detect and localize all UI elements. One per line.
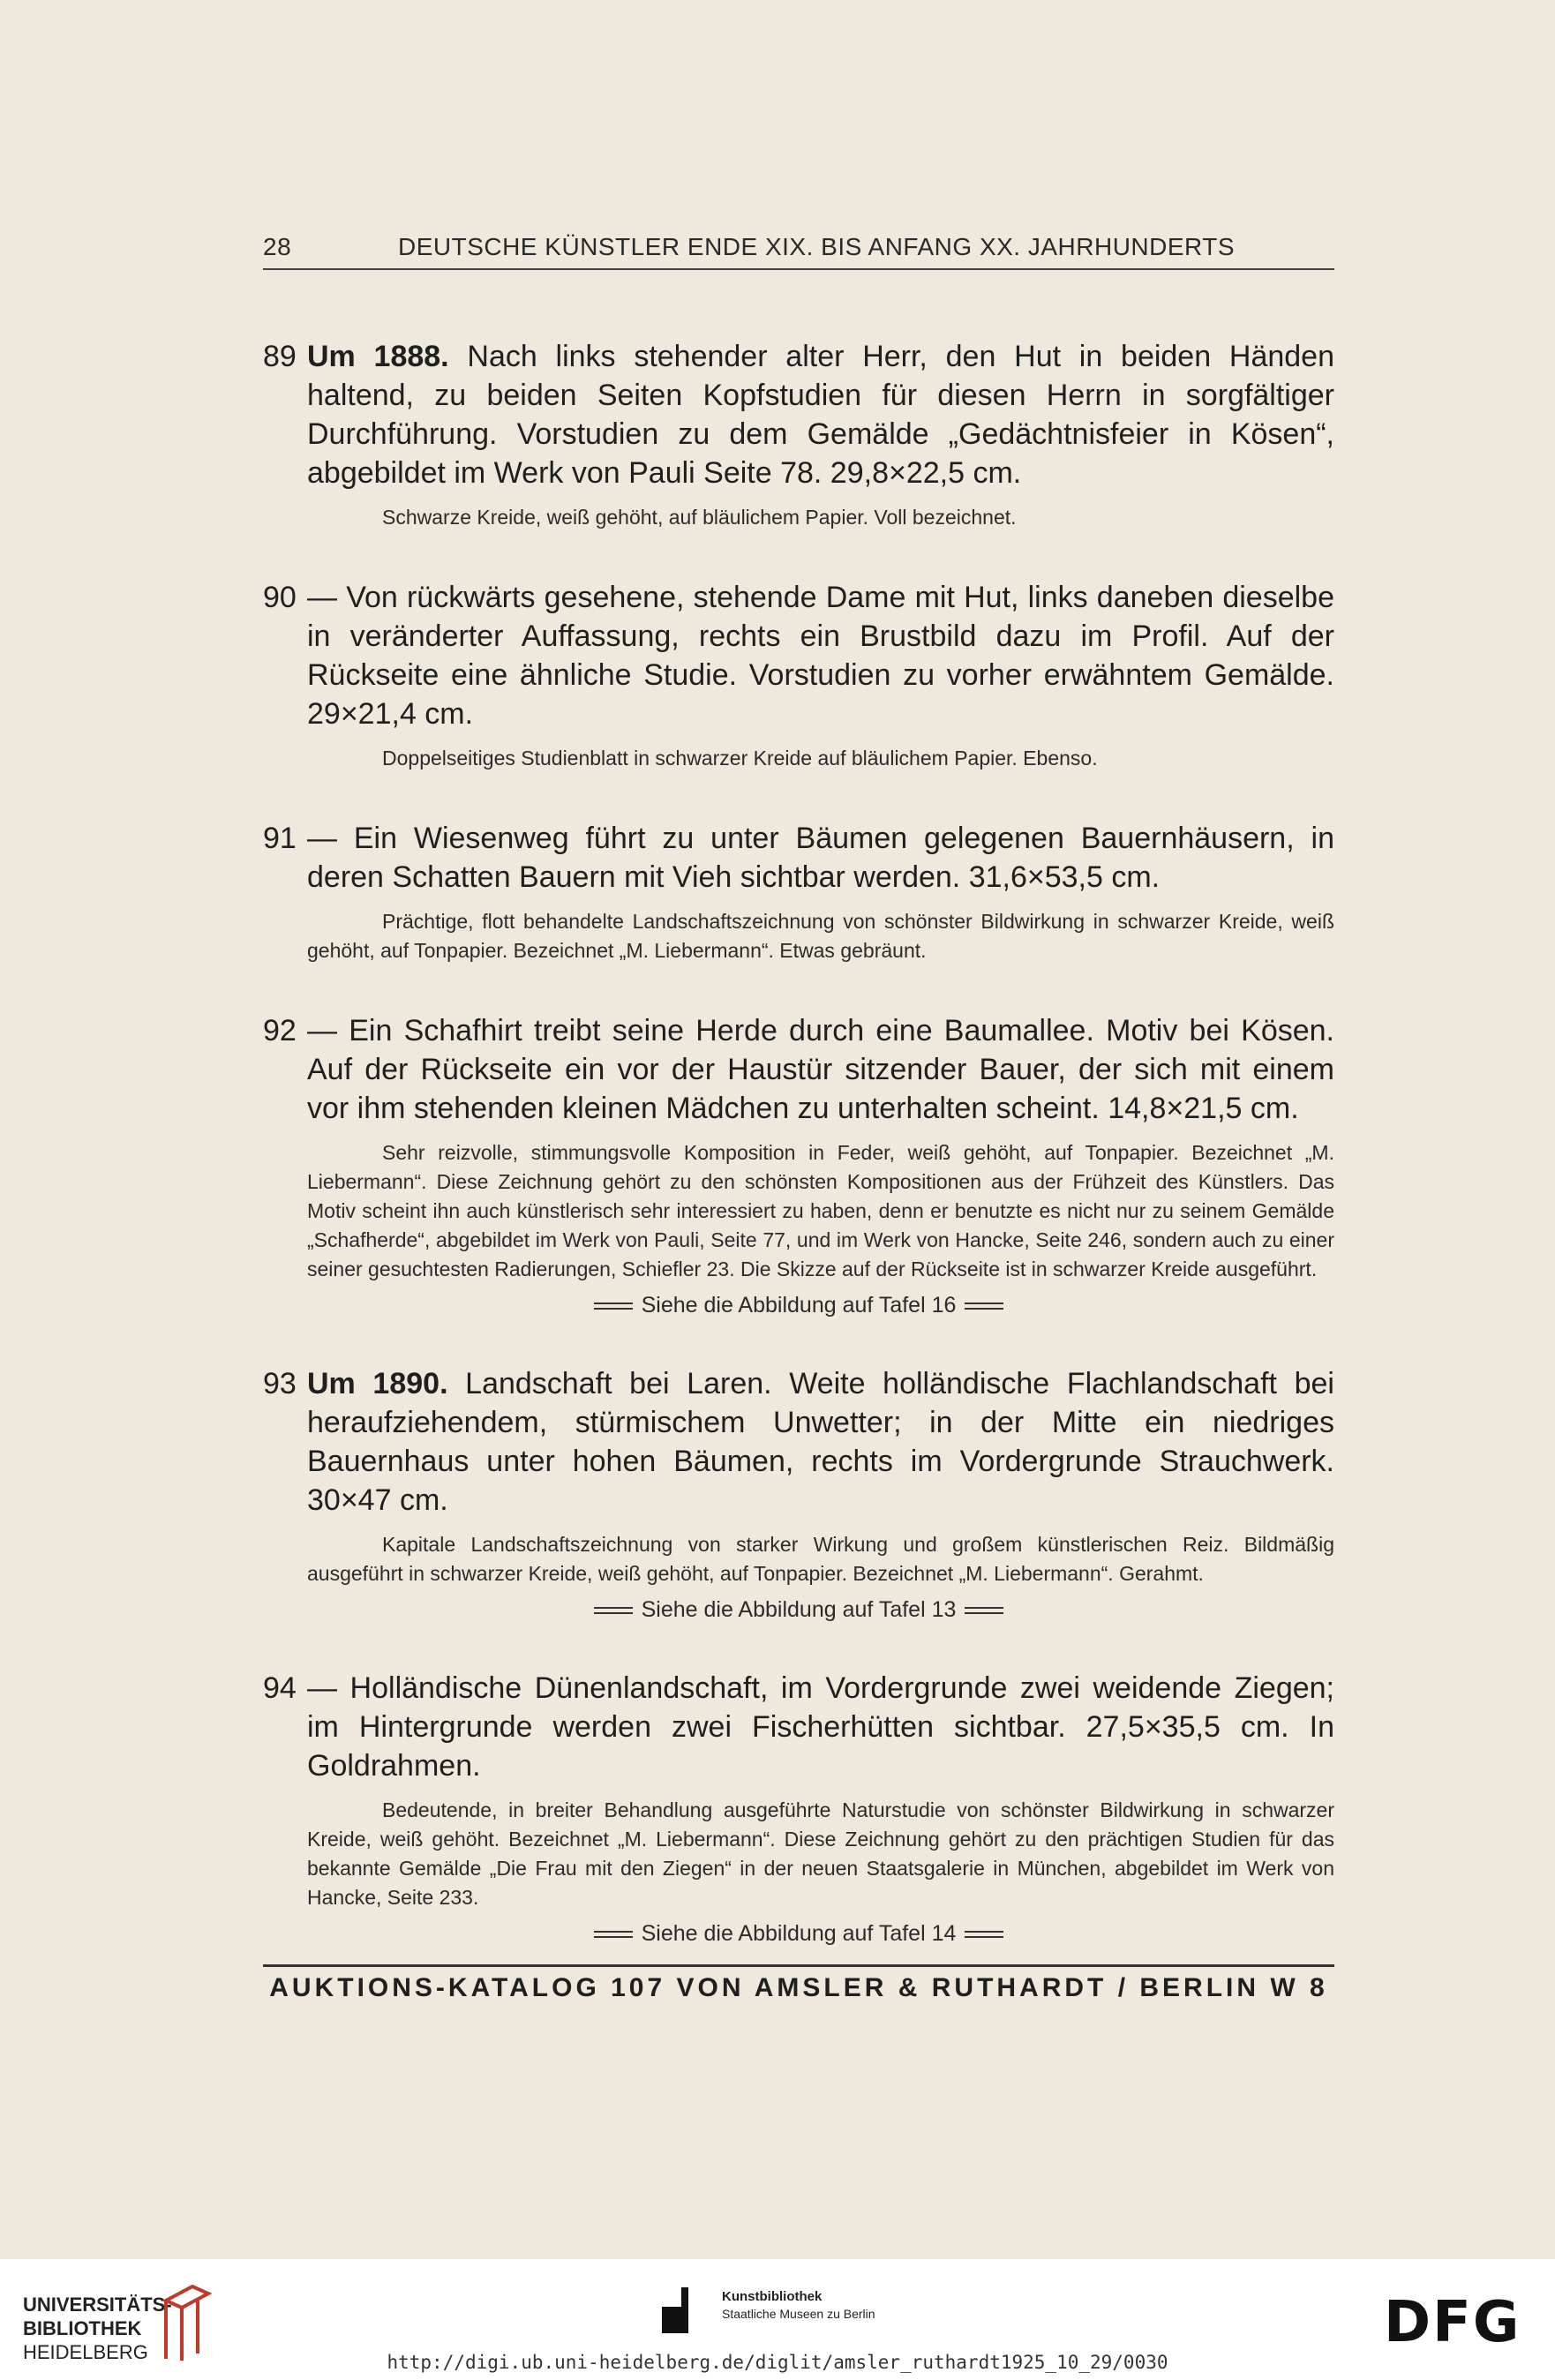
entry-text: Ein Wiesenweg führt zu unter Bäumen gelegenen Bauernhäusern, in deren Schatten Bauern mit Vieh sichtbar werden. 31,6×53,5 cm. <box>307 822 1334 894</box>
ref-rule-left <box>594 1607 633 1614</box>
entries-list <box>263 337 1334 1993</box>
ref-rule-right <box>965 1931 1003 1938</box>
ref-text: Siehe die Abbildung auf Tafel 14 <box>641 1921 957 1946</box>
entry-text: Ein Schafhirt treibt seine Herde durch eine Baumallee. Motiv bei Kösen. Auf der Rückseite ein vor der Haustür sitzender Bauer, der sich mit einem vor ihm stehenden kleinen Mädchen zu unterhalten scheint. 14,8×21,5 cm. <box>307 1014 1334 1125</box>
kb-sub: Staatliche Museen zu Berlin <box>722 2307 875 2321</box>
entry-main <box>263 819 1334 897</box>
plate-reference <box>263 1597 1334 1623</box>
dfg-logo[interactable]: DFG <box>1384 2290 1521 2355</box>
catalog-entry-90 <box>263 578 1334 773</box>
ub-line-3: HEIDELBERG <box>23 2341 148 2363</box>
entry-number: 90 <box>263 581 297 614</box>
running-head <box>263 233 1334 270</box>
entry-main <box>263 1364 1334 1520</box>
entry-date: Um 1890. <box>307 1367 448 1400</box>
catalog-footer: AUKTIONS-KATALOG 107 VON AMSLER & RUTHARDT / BERLIN W 8 <box>269 1973 1328 2002</box>
entry-text: Nach links stehender alter Herr, den Hut in beiden Händen haltend, zu beiden Seiten Kopfstudien für diesen Herrn in sorgfältiger Durchführung. Vorstudien zu dem Gemälde „Gedächtnisfeier in Kösen“, abgebildet im Werk von Pauli Seite 78. 29,8×22,5 cm. <box>307 340 1334 490</box>
footer-rule <box>263 1964 1334 1967</box>
ub-line-1: UNIVERSITÄTS- <box>23 2294 172 2316</box>
entry-note: Sehr reizvolle, stimmungsvolle Komposition in Feder, weiß gehöht, auf Tonpapier. Bezeichnet „M. Liebermann“. Diese Zeichnung gehört zu den schönsten Kompositionen aus der Frühzeit des Künstlers. Das Motiv scheint ihn auch künstlerisch sehr interessiert zu haben, denn er benutzte es nicht nur zu seinem Gemälde „Schafherde“, abgebildet im Werk von Pauli, Seite 77, und im Werk von Hancke, Seite 246, sondern auch zu einer seiner gesuchtesten Radierungen, Schiefler 23. Die Skizze auf der Rückseite ist in schwarzer Kreide ausgeführt. <box>307 1141 1334 1280</box>
entry-number: 91 <box>263 822 297 855</box>
kb-name: Kunstbibliothek <box>722 2289 823 2304</box>
catalog-entry-94 <box>263 1669 1334 1947</box>
ref-rule-left <box>594 1303 633 1310</box>
ref-rule-right <box>965 1303 1003 1310</box>
entry-text: Von rückwärts gesehene, stehende Dame mit Hut, links daneben dieselbe in veränderter Auffassung, rechts ein Brustbild dazu im Profil. Auf der Rückseite eine ähnliche Studie. Vorstudien zu vorher erwähntem Gemälde. 29×21,4 cm. <box>307 581 1335 731</box>
entry-main <box>263 578 1334 733</box>
entry-number: 94 <box>263 1671 297 1705</box>
entry-number: 92 <box>263 1014 297 1047</box>
entry-note: Prächtige, flott behandelte Landschaftszeichnung von schönster Bildwirkung in schwarzer Kreide, weiß gehöht, auf Tonpapier. Bezeichnet „M. Liebermann“. Etwas gebräunt. <box>307 910 1334 962</box>
entry-main <box>263 337 1334 492</box>
ref-text: Siehe die Abbildung auf Tafel 13 <box>641 1597 957 1622</box>
entry-date: Um 1888. <box>307 340 449 373</box>
entry-dash: — <box>307 581 337 614</box>
entry-note: Schwarze Kreide, weiß gehöht, auf bläulichem Papier. Voll bezeichnet. <box>382 506 1017 529</box>
catalog-entry-93 <box>263 1364 1334 1623</box>
page-number: 28 <box>263 233 292 260</box>
permalink[interactable]: http://digi.ub.uni-heidelberg.de/diglit/amsler_ruthardt1925_10_29/0030 <box>387 2352 1168 2373</box>
ref-text: Siehe die Abbildung auf Tafel 16 <box>641 1293 957 1318</box>
entry-dash: — <box>307 1014 337 1047</box>
entry-note: Bedeutende, in breiter Behandlung ausgeführte Naturstudie von schönster Bildwirkung in schwarzer Kreide, weiß gehöht. Bezeichnet „M. Liebermann“. Diese Zeichnung gehört zu den prächtigen Studien für das bekannte Gemälde „Die Frau mit den Ziegen“ in der neuen Staatsgalerie in München, abgebildet im Werk von Hancke, Seite 233. <box>307 1798 1334 1909</box>
entry-number: 89 <box>263 340 297 373</box>
kunstbibliothek-icon <box>662 2287 708 2333</box>
catalog-entry-89 <box>263 337 1334 532</box>
ref-rule-left <box>594 1931 633 1938</box>
ref-rule-right <box>965 1607 1003 1614</box>
entry-note: Kapitale Landschaftszeichnung von starker Wirkung und großem künstlerischen Reiz. Bildmäßig ausgeführt in schwarzer Kreide, weiß gehöht, auf Tonpapier. Bezeichnet „M. Liebermann“. Gerahmt. <box>307 1533 1334 1585</box>
entry-text: Landschaft bei Laren. Weite holländische Flachlandschaft bei heraufziehendem, stürmischem Unwetter; in der Mitte ein niedriges Bauernhaus unter hohen Bäumen, rechts im Vordergrunde Strauchwerk. 30×47 cm. <box>307 1367 1334 1517</box>
entry-note: Doppelseitiges Studienblatt in schwarzer Kreide auf bläulichem Papier. Ebenso. <box>382 747 1098 770</box>
catalog-entry-91 <box>263 819 1334 965</box>
plate-reference <box>263 1921 1334 1947</box>
entry-number: 93 <box>263 1367 297 1400</box>
plate-reference <box>263 1293 1334 1318</box>
catalog-entry-92 <box>263 1011 1334 1318</box>
entry-dash: — <box>307 1671 337 1705</box>
entry-main <box>263 1011 1334 1128</box>
entry-dash: — <box>307 822 337 855</box>
ub-line-2: BIBLIOTHEK <box>23 2317 142 2339</box>
entry-main <box>263 1669 1334 1785</box>
entry-text: Holländische Dünenlandschaft, im Vordergrunde zwei weidende Ziegen; im Hintergrunde werden zwei Fischerhütten sichtbar. 27,5×35,5 cm. In Goldrahmen. <box>307 1671 1334 1783</box>
running-title: DEUTSCHE KÜNSTLER ENDE XIX. BIS ANFANG XX. JAHRHUNDERTS <box>397 233 1236 260</box>
